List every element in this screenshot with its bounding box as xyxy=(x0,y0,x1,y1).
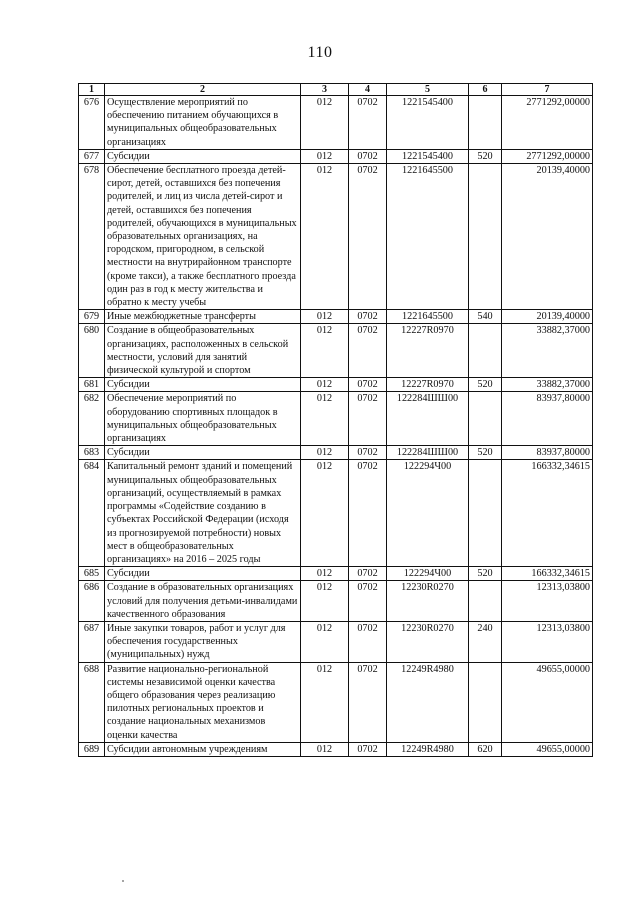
row-section-code: 0702 xyxy=(349,392,387,446)
row-name: Субсидии xyxy=(105,378,301,392)
row-expense-type xyxy=(469,96,502,150)
row-expense-type xyxy=(469,581,502,622)
row-amount: 83937,80000 xyxy=(502,446,593,460)
row-section-code: 0702 xyxy=(349,96,387,150)
row-name: Иные межбюджетные трансферты xyxy=(105,310,301,324)
row-target-article: 12249R4980 xyxy=(387,662,469,742)
row-number: 688 xyxy=(79,662,105,742)
row-amount: 166332,34615 xyxy=(502,460,593,567)
header-col-4: 4 xyxy=(349,84,387,96)
row-target-article: 12227R0970 xyxy=(387,324,469,378)
row-target-article: 12230R0270 xyxy=(387,621,469,662)
table-row xyxy=(79,164,593,310)
row-section-code: 0702 xyxy=(349,662,387,742)
row-number: 683 xyxy=(79,446,105,460)
row-number: 679 xyxy=(79,310,105,324)
header-col-7: 7 xyxy=(502,84,593,96)
row-expense-type: 540 xyxy=(469,310,502,324)
table-row xyxy=(79,742,593,756)
row-expense-type xyxy=(469,324,502,378)
header-col-2: 2 xyxy=(105,84,301,96)
row-amount: 33882,37000 xyxy=(502,378,593,392)
row-section-code: 0702 xyxy=(349,324,387,378)
budget-table xyxy=(78,83,593,757)
row-ministry-code: 012 xyxy=(301,96,349,150)
row-number: 685 xyxy=(79,567,105,581)
page-number: 110 xyxy=(307,44,333,61)
row-section-code: 0702 xyxy=(349,446,387,460)
row-section-code: 0702 xyxy=(349,581,387,622)
row-section-code: 0702 xyxy=(349,460,387,567)
row-amount: 49655,00000 xyxy=(502,742,593,756)
row-expense-type: 520 xyxy=(469,149,502,163)
row-target-article: 12249R4980 xyxy=(387,742,469,756)
row-amount: 12313,03800 xyxy=(502,581,593,622)
row-name: Субсидии автономным учреждениям xyxy=(105,742,301,756)
row-number: 687 xyxy=(79,621,105,662)
table-row xyxy=(79,621,593,662)
row-ministry-code: 012 xyxy=(301,662,349,742)
row-name: Обеспечение бесплатного проезда детей-сирот, детей, оставшихся без попечения родителей, и лиц из числа детей-сирот и детей, оставшихся без попечения родителей, обучающихся в муниципальных образовательных организациях, на городском, пригородном, в сельской местности на внутрирайонном транспорте (кроме такси), а также бесплатного проезда один раз в год к месту жительства и обратно к месту учебы xyxy=(105,164,301,310)
row-amount: 2771292,00000 xyxy=(502,149,593,163)
row-ministry-code: 012 xyxy=(301,460,349,567)
row-number: 677 xyxy=(79,149,105,163)
row-number: 686 xyxy=(79,581,105,622)
header-col-6: 6 xyxy=(469,84,502,96)
row-amount: 49655,00000 xyxy=(502,662,593,742)
scan-speck xyxy=(122,880,124,882)
row-ministry-code: 012 xyxy=(301,310,349,324)
row-section-code: 0702 xyxy=(349,378,387,392)
row-target-article: 12230R0270 xyxy=(387,581,469,622)
row-name: Осуществление мероприятий по обеспечению питанием обучающихся в муниципальных общеобразовательных организациях xyxy=(105,96,301,150)
row-number: 678 xyxy=(79,164,105,310)
row-number: 684 xyxy=(79,460,105,567)
row-section-code: 0702 xyxy=(349,164,387,310)
row-number: 680 xyxy=(79,324,105,378)
row-name: Иные закупки товаров, работ и услуг для обеспечения государственных (муниципальных) нужд xyxy=(105,621,301,662)
table-row xyxy=(79,581,593,622)
row-name: Субсидии xyxy=(105,149,301,163)
row-number: 682 xyxy=(79,392,105,446)
row-ministry-code: 012 xyxy=(301,446,349,460)
row-ministry-code: 012 xyxy=(301,378,349,392)
row-amount: 12313,03800 xyxy=(502,621,593,662)
table-row xyxy=(79,446,593,460)
row-section-code: 0702 xyxy=(349,567,387,581)
row-ministry-code: 012 xyxy=(301,621,349,662)
row-expense-type xyxy=(469,662,502,742)
table-row xyxy=(79,149,593,163)
row-target-article: 1221545400 xyxy=(387,149,469,163)
row-ministry-code: 012 xyxy=(301,567,349,581)
row-ministry-code: 012 xyxy=(301,742,349,756)
table-row xyxy=(79,567,593,581)
table-row xyxy=(79,392,593,446)
row-amount: 166332,34615 xyxy=(502,567,593,581)
row-name: Развитие национально-региональной системы независимой оценки качества общего образования через реализацию пилотных региональных проектов и создание национальных механизмов оценки качества xyxy=(105,662,301,742)
table-row xyxy=(79,662,593,742)
row-ministry-code: 012 xyxy=(301,324,349,378)
row-amount: 20139,40000 xyxy=(502,310,593,324)
row-expense-type: 240 xyxy=(469,621,502,662)
row-amount: 2771292,00000 xyxy=(502,96,593,150)
row-name: Субсидии xyxy=(105,567,301,581)
row-amount: 83937,80000 xyxy=(502,392,593,446)
header-row xyxy=(79,84,593,96)
row-section-code: 0702 xyxy=(349,310,387,324)
row-name: Создание в общеобразовательных организациях, расположенных в сельской местности, условий для занятий физической культурой и спортом xyxy=(105,324,301,378)
table-row xyxy=(79,310,593,324)
row-number: 689 xyxy=(79,742,105,756)
row-target-article: 122284ШШ00 xyxy=(387,392,469,446)
row-target-article: 122294Ч00 xyxy=(387,567,469,581)
row-name: Создание в образовательных организациях условий для получения детьми-инвалидами качественного образования xyxy=(105,581,301,622)
row-amount: 33882,37000 xyxy=(502,324,593,378)
row-ministry-code: 012 xyxy=(301,581,349,622)
header-col-5: 5 xyxy=(387,84,469,96)
row-expense-type: 520 xyxy=(469,567,502,581)
row-target-article: 1221645500 xyxy=(387,164,469,310)
table-row xyxy=(79,96,593,150)
row-section-code: 0702 xyxy=(349,742,387,756)
row-name: Обеспечение мероприятий по оборудованию спортивных площадок в муниципальных общеобразовательных организациях xyxy=(105,392,301,446)
row-section-code: 0702 xyxy=(349,621,387,662)
row-expense-type: 520 xyxy=(469,446,502,460)
row-expense-type: 520 xyxy=(469,378,502,392)
header-col-3: 3 xyxy=(301,84,349,96)
row-target-article: 122294Ч00 xyxy=(387,460,469,567)
table-row xyxy=(79,378,593,392)
row-name: Субсидии xyxy=(105,446,301,460)
row-target-article: 1221645500 xyxy=(387,310,469,324)
row-target-article: 12227R0970 xyxy=(387,378,469,392)
row-expense-type xyxy=(469,164,502,310)
row-number: 676 xyxy=(79,96,105,150)
row-ministry-code: 012 xyxy=(301,149,349,163)
row-number: 681 xyxy=(79,378,105,392)
row-expense-type: 620 xyxy=(469,742,502,756)
row-name: Капитальный ремонт зданий и помещений муниципальных общеобразовательных организаций, осуществляемый в рамках программы «Содействие созданию в субъектах Российской Федерации (исходя из прогнозируемой потребности) новых мест в общеобразовательных организациях» на 2016 – 2025 годы xyxy=(105,460,301,567)
table-row xyxy=(79,324,593,378)
row-ministry-code: 012 xyxy=(301,164,349,310)
row-amount: 20139,40000 xyxy=(502,164,593,310)
row-target-article: 1221545400 xyxy=(387,96,469,150)
header-col-1: 1 xyxy=(79,84,105,96)
row-expense-type xyxy=(469,392,502,446)
row-section-code: 0702 xyxy=(349,149,387,163)
row-target-article: 122284ШШ00 xyxy=(387,446,469,460)
table-row xyxy=(79,460,593,567)
row-ministry-code: 012 xyxy=(301,392,349,446)
row-expense-type xyxy=(469,460,502,567)
